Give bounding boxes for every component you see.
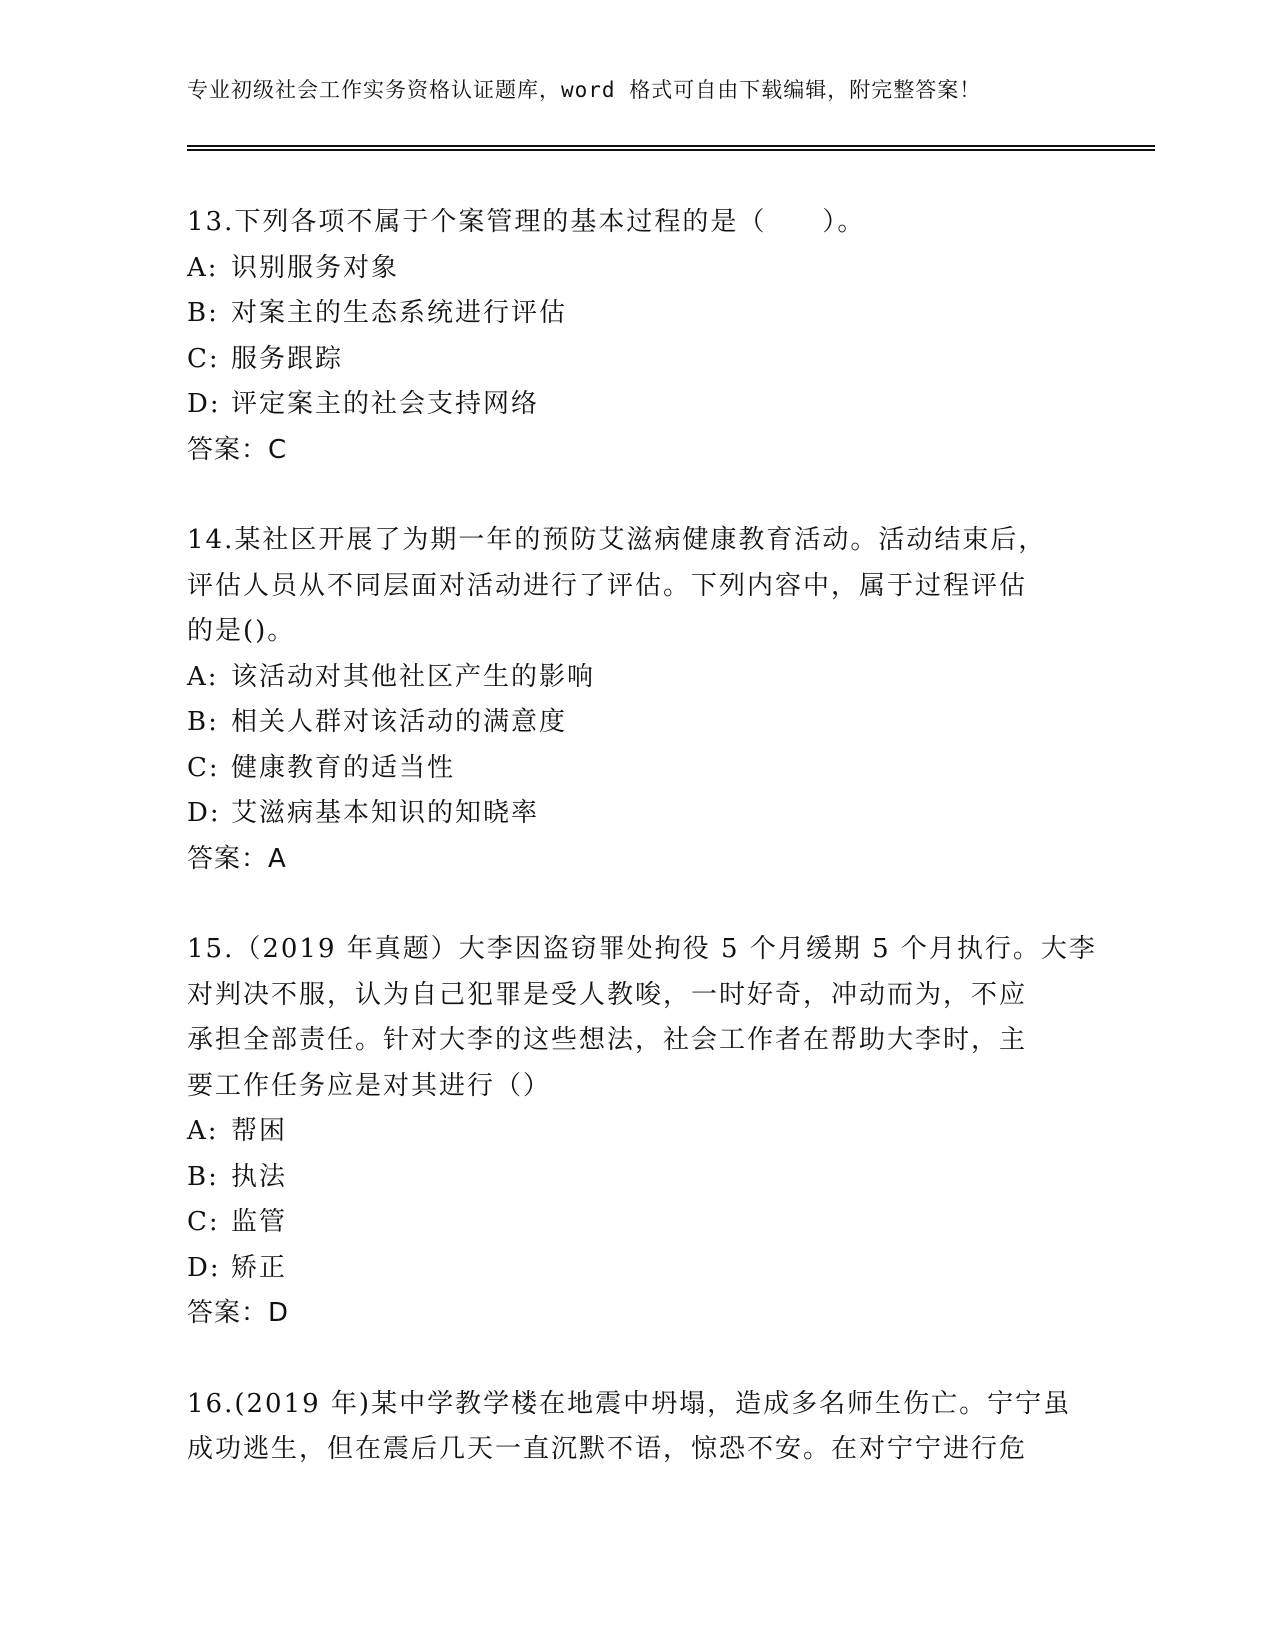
option-label: A: [187, 1116, 219, 1146]
option-text: 服务跟踪 [231, 343, 344, 374]
option-text: 评定案主的社会支持网络 [231, 389, 540, 419]
option-d [187, 382, 1087, 428]
question-stem-line: 的是()。 [187, 616, 296, 646]
option-c [187, 746, 1087, 792]
option-label: B: [187, 298, 219, 328]
option-b [187, 700, 1087, 746]
option-c [187, 337, 1087, 383]
answer-line: 答案：C [187, 434, 288, 465]
option-d [187, 791, 1087, 837]
option-text: 相关人群对该活动的满意度 [231, 707, 568, 737]
option-text: 健康教育的适当性 [231, 752, 456, 783]
question-stem-line: 14.某社区开展了为期一年的预防艾滋病健康教育活动。活动结束后， [187, 525, 1047, 555]
answer-line: 答案：A [187, 843, 287, 874]
option-b [187, 1155, 1087, 1201]
question-stem-line: 对判决不服，认为自己犯罪是受人教唆，一时好奇，冲动而为，不应 [187, 979, 1028, 1010]
page-header-text: 专业初级社会工作实务资格认证题库，word 格式可自由下载编辑，附完整答案！ [187, 78, 982, 102]
question-stem-line: 要工作任务应是对其进行（） [187, 1070, 552, 1101]
question-15 [187, 927, 1097, 1337]
question-stem-line: 承担全部责任。针对大李的这些想法，社会工作者在帮助大李时，主 [187, 1025, 1028, 1055]
option-text: 艾滋病基本知识的知晓率 [231, 798, 540, 828]
option-label: D: [187, 1252, 221, 1283]
option-d [187, 1246, 1087, 1292]
option-text: 监管 [231, 1207, 288, 1237]
option-label: B: [187, 1161, 219, 1192]
option-text: 识别服务对象 [231, 252, 400, 283]
option-text: 矫正 [231, 1252, 288, 1283]
answer-line: 答案：D [187, 1298, 290, 1328]
option-text: 帮困 [231, 1116, 288, 1146]
question-16 [187, 1382, 1087, 1473]
option-a [187, 1109, 1087, 1155]
option-label: C: [187, 343, 220, 374]
option-label: A: [187, 252, 219, 283]
question-stem-line: 15.（2019 年真题）大李因盗窃罪处拘役 5 个月缓期 5 个月执行。大李 [187, 934, 1097, 964]
header-double-rule [187, 145, 1155, 151]
option-label: A: [187, 661, 219, 692]
question-13 [187, 200, 1087, 473]
option-label: C: [187, 1207, 220, 1237]
question-14 [187, 518, 1087, 882]
question-stem-line: 成功逃生，但在震后几天一直沉默不语，惊恐不安。在对宁宁进行危 [187, 1434, 1028, 1464]
question-stem-line: 评估人员从不同层面对活动进行了评估。下列内容中，属于过程评估 [187, 570, 1028, 601]
question-stem-line: 16.(2019 年)某中学教学楼在地震中坍塌，造成多名师生伤亡。宁宁虽 [187, 1388, 1072, 1419]
option-label: C: [187, 752, 220, 783]
question-stem-line: 13.下列各项不属于个案管理的基本过程的是（ ）。 [187, 207, 866, 237]
option-label: D: [187, 389, 221, 419]
option-text: 对案主的生态系统进行评估 [231, 298, 568, 328]
option-label: D: [187, 798, 221, 828]
question-list [187, 200, 1097, 1518]
option-c [187, 1200, 1087, 1246]
option-b [187, 291, 1087, 337]
option-a [187, 246, 1087, 292]
option-text: 执法 [231, 1161, 288, 1192]
option-label: B: [187, 707, 219, 737]
option-a [187, 655, 1087, 701]
option-text: 该活动对其他社区产生的影响 [231, 661, 596, 692]
